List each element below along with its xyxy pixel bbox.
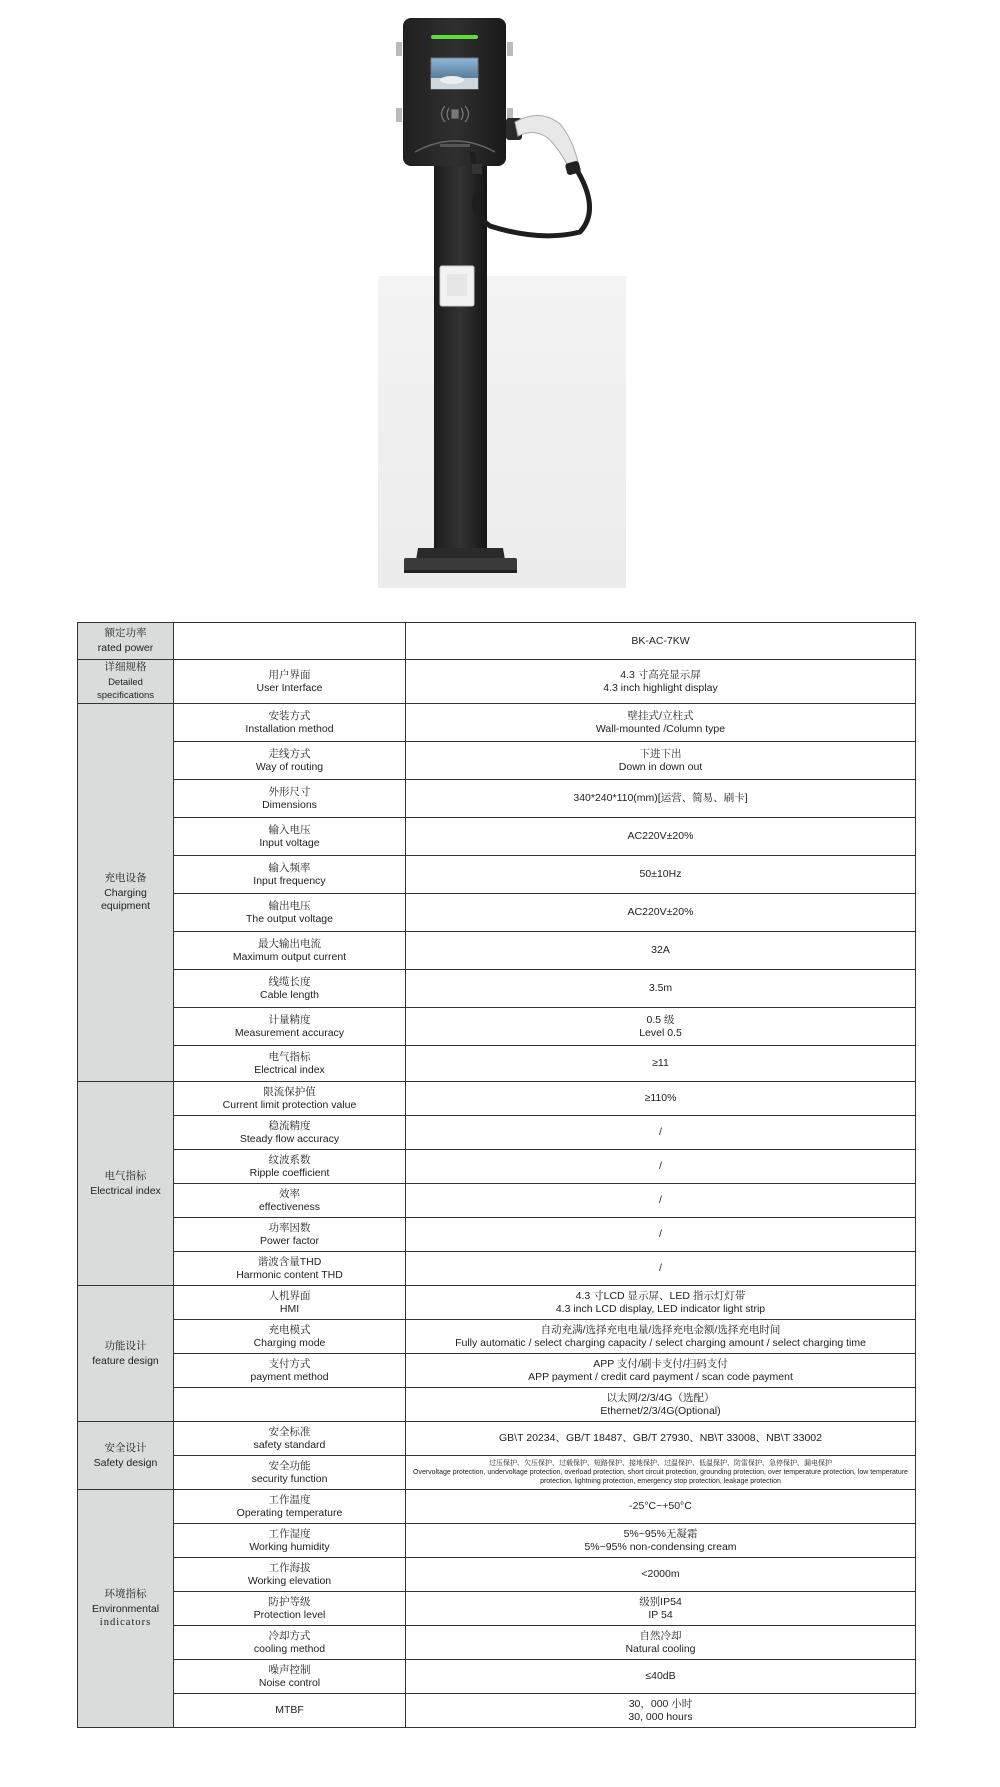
cell-zh: 稳流精度 [268, 1119, 311, 1132]
cell-zh: 冷却方式 [268, 1629, 311, 1642]
cell-en: Maximum output current [232, 950, 347, 963]
item-value [406, 1592, 916, 1626]
group-zh: 电气指标 [104, 1169, 147, 1182]
item-value: / [406, 1252, 916, 1286]
model-name: BK-AC-7KW [406, 623, 916, 660]
group-zh: 环境指标 [104, 1588, 147, 1600]
cell-zh: 防护等级 [268, 1595, 311, 1608]
item-label [174, 1150, 406, 1184]
value-en: Ethernet/2/3/4G(Optional) [600, 1404, 721, 1417]
item-label [174, 818, 406, 856]
cell-zh: 工作温度 [268, 1493, 311, 1506]
group-electrical-index [78, 1082, 174, 1286]
cell-zh: 输入电压 [268, 823, 311, 836]
cell-zh: 安全功能 [268, 1459, 311, 1472]
item-value [406, 932, 916, 970]
item-label [174, 1354, 406, 1388]
value-en: APP payment / credit card payment / scan code payment [528, 1370, 793, 1383]
item-label [174, 704, 406, 742]
group-feature-design [78, 1286, 174, 1422]
cell-en: security function [251, 1472, 328, 1485]
group-en: Electrical index [90, 1184, 161, 1197]
item-value [406, 1008, 916, 1046]
value-en: 5%~95% non-condensing cream [584, 1540, 737, 1553]
table-row [78, 1524, 916, 1558]
table-row [78, 1150, 916, 1184]
item-label [174, 1320, 406, 1354]
item-value [406, 704, 916, 742]
value-en: Fully automatic / select charging capacity / select charging amount / select charging time [455, 1336, 866, 1349]
item-label [174, 1558, 406, 1592]
group-en: equipment [100, 900, 151, 912]
cell-en: Current limit protection value [222, 1098, 357, 1111]
ev-charger-illustration [0, 0, 1000, 600]
item-value [406, 1694, 916, 1728]
cell-zh: 工作海拔 [268, 1561, 311, 1574]
item-label [174, 1456, 406, 1490]
item-label [174, 1388, 406, 1422]
cell-zh: 电气指标 [268, 1050, 311, 1063]
value-en: IP 54 [648, 1608, 673, 1621]
table-row [78, 742, 916, 780]
table-row [78, 780, 916, 818]
value-zh: 自动充满/选择充电电量/选择充电金额/选择充电时间 [540, 1323, 781, 1336]
cell-en: Charging mode [253, 1336, 326, 1349]
cell-zh: 工作湿度 [268, 1527, 311, 1540]
group-charging-equipment [78, 704, 174, 1082]
charging-cable [474, 164, 590, 236]
cell-en: Way of routing [255, 760, 324, 773]
value-zh: AC220V±20% [627, 906, 694, 918]
cell-en: User Interface [256, 681, 323, 694]
cell-en: Measurement accuracy [234, 1026, 345, 1039]
group-zh: 充电设备 [104, 872, 147, 884]
table-row [78, 1218, 916, 1252]
group-zh: 功能设计 [104, 1339, 147, 1352]
cell-en: Working humidity [249, 1540, 330, 1553]
item-value [406, 856, 916, 894]
cell-en: Input frequency [253, 874, 326, 887]
value-zh: ≥11 [652, 1057, 669, 1069]
item-value [406, 970, 916, 1008]
table-row [78, 1252, 916, 1286]
cell-en: The output voltage [246, 912, 333, 925]
item-value [406, 1388, 916, 1422]
cell-en: Harmonic content THD [236, 1268, 343, 1281]
value-zh: 3.5m [648, 982, 673, 994]
table-row [78, 660, 916, 704]
item-value [406, 894, 916, 932]
item-label [174, 742, 406, 780]
cell-zh: 输入频率 [268, 861, 311, 874]
item-value [406, 742, 916, 780]
item-value [406, 1456, 916, 1490]
table-row [78, 1286, 916, 1320]
item-label [174, 932, 406, 970]
cell-en: MTBF [275, 1704, 304, 1716]
item-label [174, 894, 406, 932]
item-value: / [406, 1184, 916, 1218]
value-en: 4.3 inch LCD display, LED indicator light strip [555, 1302, 766, 1315]
value-en: Overvoltage protection, undervoltage protection, overload protection, short circuit protection, grounding protection, over temperature protection, low temperature protection, lightning protection, emergency stop protection, leakage protection [413, 1469, 908, 1485]
cell-en: HMI [279, 1302, 300, 1315]
product-photo [0, 0, 1000, 600]
value-zh: 下进下出 [639, 747, 682, 760]
cell-zh: 计量精度 [268, 1013, 311, 1026]
value-zh: ≤40dB [645, 1670, 676, 1682]
cell-en: Operating temperature [236, 1506, 343, 1519]
item-label [174, 1218, 406, 1252]
item-label [174, 1286, 406, 1320]
table-row [78, 932, 916, 970]
cell-en: Cable length [260, 988, 319, 1001]
group-zh: 安全设计 [104, 1441, 147, 1454]
rated-power-label [78, 623, 174, 660]
value-en: 4.3 inch highlight display [603, 681, 718, 694]
value-zh: 0.5 级 [646, 1013, 675, 1026]
group-en: Environmental [91, 1603, 160, 1615]
item-label [174, 1184, 406, 1218]
cell-zh: 充电模式 [268, 1323, 311, 1336]
item-label [174, 1082, 406, 1116]
charger-housing [403, 18, 506, 166]
table-row [78, 1558, 916, 1592]
table-row [78, 1354, 916, 1388]
table-row [78, 894, 916, 932]
value-en: 30, 000 hours [628, 1710, 693, 1723]
item-value: ≥110% [406, 1082, 916, 1116]
item-value [406, 780, 916, 818]
item-value [406, 1626, 916, 1660]
cell-en: Input voltage [259, 836, 320, 849]
item-label [174, 1008, 406, 1046]
group-en: Charging [104, 887, 147, 899]
item-label [174, 780, 406, 818]
item-value [406, 1354, 916, 1388]
item-label [174, 856, 406, 894]
cell-zh: 噪声控制 [268, 1663, 311, 1676]
value-en: Down in down out [618, 760, 703, 773]
value-zh: 壁挂式/立柱式 [627, 709, 694, 722]
value-zh: 以太网/2/3/4G（选配） [606, 1391, 715, 1404]
item-label [174, 1626, 406, 1660]
value-en: Natural cooling [625, 1642, 696, 1655]
cell-en: payment method [250, 1370, 329, 1383]
item-value: / [406, 1150, 916, 1184]
value-zh: 5%~95%无凝霜 [623, 1527, 698, 1540]
cell-zh: 限流保护值 [263, 1085, 316, 1098]
item-value [406, 660, 916, 704]
table-row [78, 1184, 916, 1218]
cell-en: Dimensions [262, 798, 317, 811]
cell-en: Noise control [258, 1676, 321, 1689]
table-row [78, 1046, 916, 1082]
cell-zh: 线缆长度 [268, 975, 311, 988]
cell-zh: 安全标准 [268, 1425, 311, 1438]
value-zh: 340*240*110(mm)[运营、简易、刷卡] [573, 792, 748, 804]
value-en: Level 0.5 [639, 1026, 682, 1039]
group-safety-design [78, 1422, 174, 1490]
value-zh: 32A [651, 944, 670, 956]
cell-en: cooling method [253, 1642, 326, 1655]
cell-en: Ripple coefficient [249, 1166, 330, 1179]
table-row [78, 1626, 916, 1660]
item-label [174, 1524, 406, 1558]
value-zh: 30，000 小时 [628, 1697, 693, 1710]
cell-zh: 详细规格 [104, 661, 147, 673]
table-row [78, 970, 916, 1008]
group-en: Safety design [93, 1456, 158, 1469]
value-en: Wall-mounted /Column type [595, 722, 726, 735]
value-zh: <2000m [641, 1568, 680, 1580]
table-row [78, 1320, 916, 1354]
table-row [78, 818, 916, 856]
item-label [174, 970, 406, 1008]
item-label [174, 1490, 406, 1524]
cell-zh: 额定功率 [104, 627, 147, 639]
value-zh: APP 支付/刷卡支付/扫码支付 [593, 1357, 728, 1370]
item-value [406, 1524, 916, 1558]
item-label [174, 1252, 406, 1286]
cell-en: Protection level [253, 1608, 326, 1621]
cell-zh: 支付方式 [268, 1357, 311, 1370]
empty-cell [174, 623, 406, 660]
cell-zh: 输出电压 [268, 899, 311, 912]
item-label [174, 1046, 406, 1082]
cell-zh: 安装方式 [268, 709, 311, 722]
table-row [78, 1116, 916, 1150]
item-label [174, 1592, 406, 1626]
table-row [78, 856, 916, 894]
item-value: / [406, 1218, 916, 1252]
table-row [78, 1422, 916, 1456]
cell-zh: 人机界面 [268, 1289, 311, 1302]
charging-gun [515, 115, 578, 170]
value-zh: AC220V±20% [627, 830, 694, 842]
value-zh: -25°C~+50°C [629, 1500, 692, 1512]
cell-zh: 效率 [279, 1187, 300, 1200]
group-en: indicators [99, 1617, 152, 1628]
cell-en: Working elevation [247, 1574, 332, 1587]
value-zh: 过压保护、欠压保护、过载保护、短路保护、接地保护、过温保护、低温保护、防雷保护、急停保护、漏电保护 [489, 1460, 832, 1467]
cell-en: effectiveness [258, 1200, 321, 1213]
cell-zh: 外形尺寸 [268, 785, 311, 798]
item-label [174, 660, 406, 704]
cell-zh: 最大输出电流 [258, 937, 321, 950]
item-value [406, 1286, 916, 1320]
item-label [174, 1116, 406, 1150]
item-value [406, 1490, 916, 1524]
table-row [78, 1008, 916, 1046]
table-row [78, 1694, 916, 1728]
item-value: GB\T 20234、GB/T 18487、GB/T 27930、NB\T 33008、NB\T 33002 [406, 1422, 916, 1456]
cell-zh: 谐波含量THD [257, 1255, 322, 1268]
value-zh: 4.3 寸高亮显示屏 [620, 668, 701, 681]
value-zh: 自然冷却 [639, 1629, 682, 1642]
item-label [174, 1694, 406, 1728]
cell-en: safety standard [253, 1438, 326, 1451]
value-zh: 级别IP54 [639, 1595, 682, 1608]
table-row [78, 1082, 916, 1116]
detailed-spec-label [78, 660, 174, 704]
item-value [406, 1046, 916, 1082]
item-value [406, 818, 916, 856]
cell-en: rated power [97, 642, 154, 654]
table-row [78, 1388, 916, 1422]
cell-en: Electrical index [254, 1063, 325, 1076]
cell-zh: 功率因数 [268, 1221, 311, 1234]
spec-table [77, 622, 916, 1728]
table-row [78, 623, 916, 660]
cell-zh: 走线方式 [268, 747, 311, 760]
item-value [406, 1320, 916, 1354]
table-row [78, 1456, 916, 1490]
cell-zh: 用户界面 [268, 668, 311, 681]
value-zh: 4.3 寸LCD 显示屏、LED 指示灯灯带 [575, 1289, 746, 1302]
value-zh: 50±10Hz [639, 868, 682, 880]
cell-en: Steady flow accuracy [239, 1132, 340, 1145]
item-value: / [406, 1116, 916, 1150]
table-row [78, 704, 916, 742]
cell-en: Power factor [260, 1234, 319, 1247]
item-value [406, 1558, 916, 1592]
group-environmental-indicators [78, 1490, 174, 1728]
table-row [78, 1490, 916, 1524]
cell-en: Detailed specifications [96, 677, 155, 701]
table-row [78, 1592, 916, 1626]
item-label [174, 1660, 406, 1694]
cell-en: Installation method [245, 722, 334, 735]
item-label [174, 1422, 406, 1456]
group-en: feature design [92, 1354, 159, 1367]
cell-zh: 纹波系数 [268, 1153, 311, 1166]
table-row [78, 1660, 916, 1694]
item-value [406, 1660, 916, 1694]
